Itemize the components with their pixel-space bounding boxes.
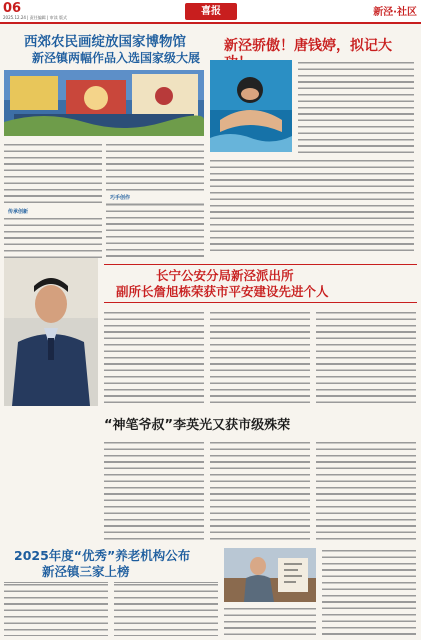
article-body xyxy=(298,60,414,154)
title-rule xyxy=(104,264,417,265)
article-grandpa-continued xyxy=(224,548,417,638)
article-body xyxy=(104,440,204,540)
article-body xyxy=(210,158,414,252)
article-subtitle: 新泾镇三家上榜 xyxy=(42,564,130,579)
article-police xyxy=(4,258,417,408)
page-number: 06 xyxy=(3,1,22,16)
article-museum xyxy=(4,30,204,262)
article-elderly-care xyxy=(4,548,219,638)
section-title: 新泾·社区 xyxy=(373,7,417,18)
article-subtitle: 新泾镇两幅作品入选国家级大展 xyxy=(32,51,201,65)
article-body xyxy=(316,440,416,540)
title-rule xyxy=(104,302,417,303)
article-body xyxy=(104,310,204,406)
article-body xyxy=(210,440,310,540)
article-swimmer xyxy=(210,30,417,254)
article-title: 新泾骄傲！唐钱婷，拟记大 xyxy=(224,38,392,54)
article-body xyxy=(106,202,204,260)
grandpa-calligraphy-photo xyxy=(224,548,316,602)
edition-meta: 2025.12.24 | 责任编辑 | 审读 版式 xyxy=(3,15,67,20)
article-grandpa xyxy=(4,412,417,544)
article-body xyxy=(210,310,310,406)
article-body xyxy=(316,310,416,406)
article-body xyxy=(4,142,102,206)
article-body xyxy=(114,582,218,636)
masthead-logo: 喜报 xyxy=(185,3,237,20)
photo-caption xyxy=(224,606,316,636)
article-title: 西郊农民画绽放国家博物馆 xyxy=(24,34,186,50)
farmer-painting-photo xyxy=(4,70,204,136)
swimmer-photo xyxy=(210,60,292,152)
police-officer-photo xyxy=(4,258,98,406)
article-title: 2025年度“优秀”养老机构公布 xyxy=(14,548,191,563)
section-heading: 巧手创作 xyxy=(110,195,131,201)
article-body xyxy=(322,548,416,636)
article-title: 长宁公安分局新泾派出所 xyxy=(156,268,294,283)
section-heading: 传承创新 xyxy=(8,209,29,215)
article-body xyxy=(4,216,102,260)
article-body xyxy=(4,582,108,636)
page-header xyxy=(0,0,421,24)
article-subtitle: 副所长詹旭栋荣获市平安建设先进个人 xyxy=(116,284,329,299)
article-body xyxy=(106,142,204,192)
article-title: “神笔爷叔”李英光又获市级殊荣 xyxy=(104,418,291,433)
